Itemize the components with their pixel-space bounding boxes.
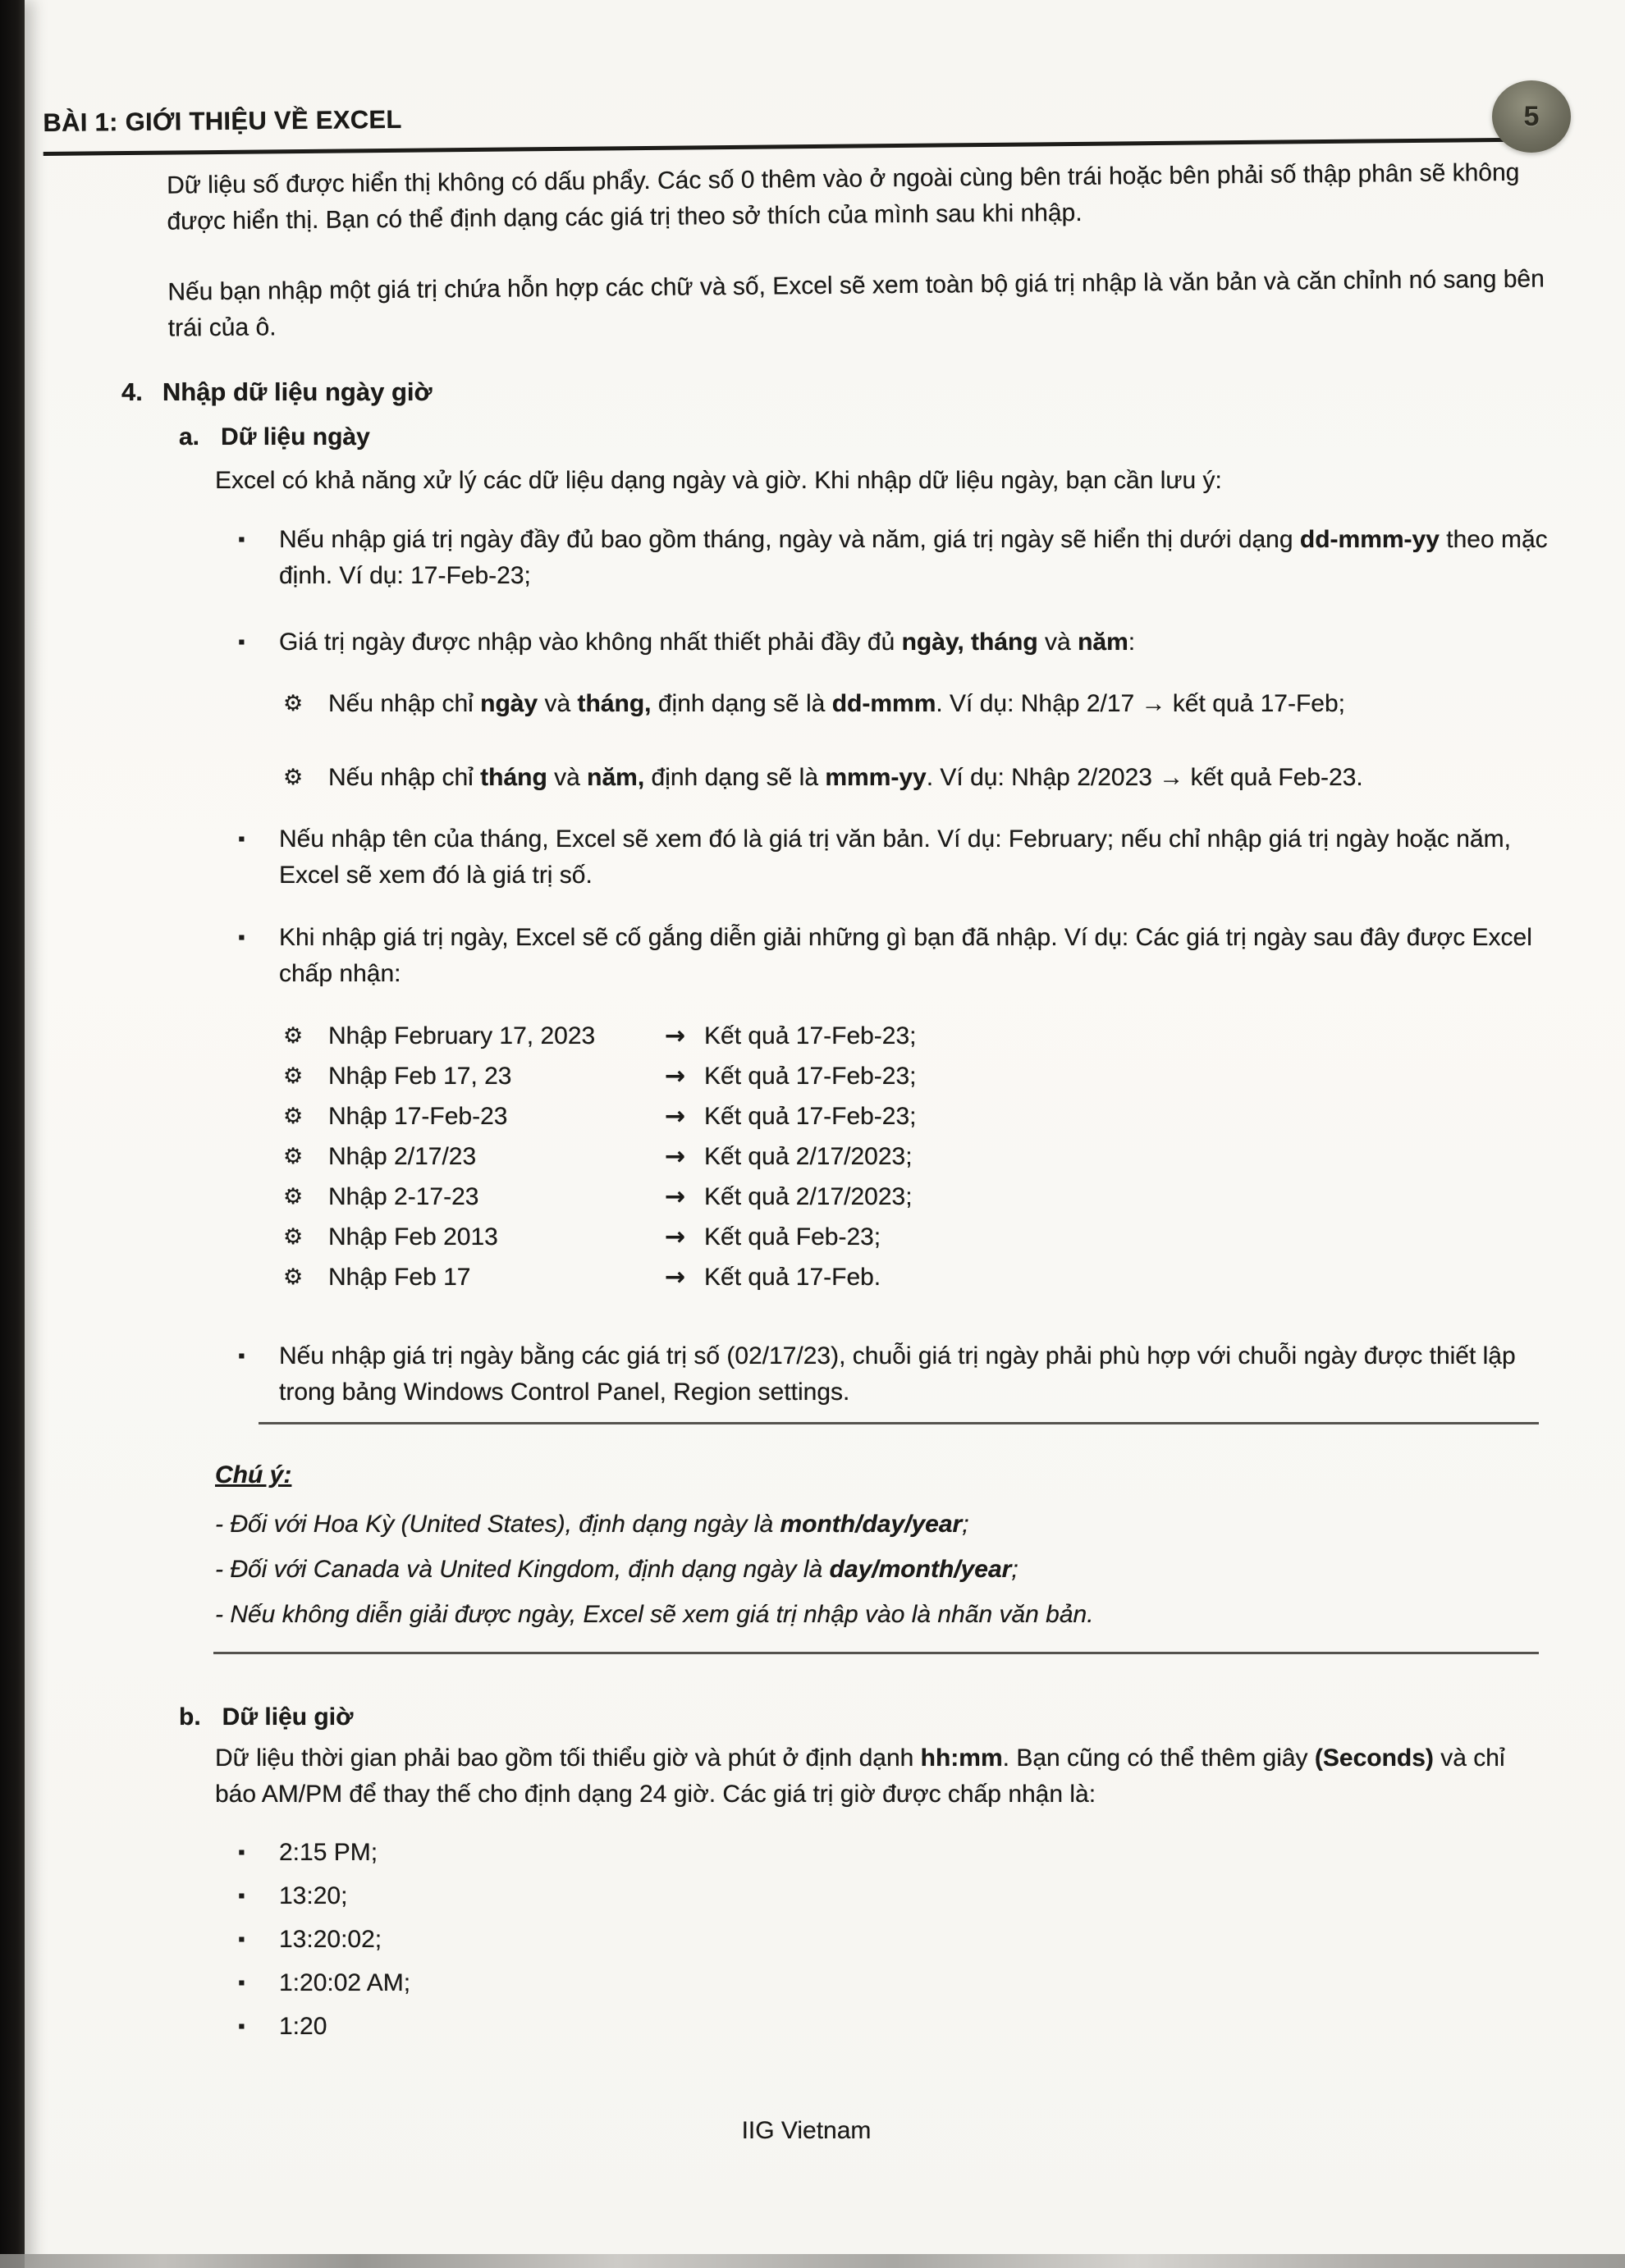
date-input: Nhập 2-17-23 xyxy=(328,1183,479,1210)
gear-bullet-icon: ⚙ xyxy=(283,1144,304,1169)
sub-bullet-item xyxy=(283,686,1551,722)
square-bullet-icon: ▪ xyxy=(238,528,245,551)
time-value: 13:20:02; xyxy=(279,1926,382,1953)
date-input: Nhập 2/17/23 xyxy=(328,1143,477,1170)
bullet-item xyxy=(238,1338,1551,1411)
bullet-item xyxy=(238,522,1551,594)
date-examples-list xyxy=(45,1018,1568,1296)
square-bullet-icon: ▪ xyxy=(238,926,245,949)
page-number-badge xyxy=(1492,80,1571,153)
time-value: 1:20:02 AM; xyxy=(279,1969,411,1996)
date-input: Nhập Feb 17 xyxy=(328,1264,471,1291)
subsection-a-heading xyxy=(179,419,1568,455)
subsection-title: Dữ liệu giờ xyxy=(222,1703,354,1731)
list-item xyxy=(283,1018,1551,1054)
gear-bullet-icon: ⚙ xyxy=(283,691,304,716)
arrow-icon: → xyxy=(665,1223,686,1251)
list-item xyxy=(283,1219,1551,1255)
arrow-icon: → xyxy=(665,1263,686,1292)
arrow-icon: → xyxy=(665,1182,686,1211)
date-result: Kết quả 2/17/2023; xyxy=(704,1183,913,1210)
time-values-list xyxy=(45,1835,1568,2045)
time-value: 2:15 PM; xyxy=(279,1839,378,1866)
subsection-title: Dữ liệu ngày xyxy=(221,423,370,450)
list-item xyxy=(283,1179,1551,1215)
square-bullet-icon: ▪ xyxy=(238,1345,245,1367)
square-bullet-icon: ▪ xyxy=(238,828,245,850)
section-number: 4. xyxy=(121,377,143,406)
intro-paragraph-1: Dữ liệu số được hiển thị không có dấu phẩy. Các số 0 thêm vào ở ngoài cùng bên trái hoặc bên phải số thập phân sẽ không được hiển thị. Bạn có thể định dạng các giá trị theo sở thích của mình sau khi nhập. xyxy=(166,158,1520,235)
list-item xyxy=(238,1835,1568,1871)
arrow-icon: → xyxy=(665,1062,686,1091)
list-item xyxy=(283,1099,1551,1135)
bullet-text: Nếu nhập tên của tháng, Excel sẽ xem đó là giá trị văn bản. Ví dụ: February; nếu chỉ nhập giá trị ngày hoặc năm, Excel sẽ xem đó là giá trị số. xyxy=(279,825,1511,889)
sub-bullet-item xyxy=(283,760,1551,796)
section-title: Nhập dữ liệu ngày giờ xyxy=(162,377,433,406)
square-bullet-icon: ▪ xyxy=(238,1972,245,1994)
divider-rule xyxy=(213,1652,1539,1654)
list-item xyxy=(238,1922,1568,1958)
square-bullet-icon: ▪ xyxy=(238,1841,245,1863)
arrow-icon: → xyxy=(665,1102,686,1131)
subsection-b-heading xyxy=(179,1699,1568,1735)
scan-bottom-edge xyxy=(0,2254,1625,2268)
bullet-item xyxy=(238,821,1551,894)
page-footer: IIG Vietnam xyxy=(741,2117,872,2144)
list-item xyxy=(283,1139,1551,1175)
arrow-icon: → xyxy=(665,1142,686,1171)
list-item xyxy=(283,1059,1551,1095)
date-result: Kết quả 17-Feb-23; xyxy=(704,1063,917,1090)
page-header-block xyxy=(43,90,1568,348)
note-line: - Đối với Canada và United Kingdom, định dạng ngày là day/month/year; xyxy=(215,1556,1018,1583)
list-item xyxy=(238,2009,1568,2045)
subsection-label: b. xyxy=(179,1703,201,1731)
gear-bullet-icon: ⚙ xyxy=(283,1184,304,1209)
gear-bullet-icon: ⚙ xyxy=(283,1063,304,1089)
date-input: Nhập Feb 17, 23 xyxy=(328,1063,512,1090)
time-value: 1:20 xyxy=(279,2013,327,2040)
gear-bullet-icon: ⚙ xyxy=(283,1023,304,1049)
list-item xyxy=(283,1260,1551,1296)
bullet-text: Nếu nhập giá trị ngày đầy đủ bao gồm tháng, ngày và năm, giá trị ngày sẽ hiển thị dưới dạng dd-mmm-yy theo mặc định. Ví dụ: 17-Feb-23; xyxy=(279,526,1548,589)
subsection-b-lead: Dữ liệu thời gian phải bao gồm tối thiểu giờ và phút ở định dạnh hh:mm. Bạn cũng có thể thêm giây (Seconds) và chỉ báo AM/PM để thay thế cho định dạng 24 giờ. Các giá trị giờ được chấp nhận là: xyxy=(215,1744,1505,1808)
bullet-item xyxy=(238,920,1551,992)
subsection-label: a. xyxy=(179,423,200,450)
gear-bullet-icon: ⚙ xyxy=(283,765,304,790)
date-result: Kết quả Feb-23; xyxy=(704,1223,881,1251)
gear-bullet-icon: ⚙ xyxy=(283,1104,304,1129)
chapter-title: BÀI 1: GIỚI THIỆU VỀ EXCEL xyxy=(43,104,402,138)
date-result: Kết quả 17-Feb. xyxy=(704,1264,881,1291)
list-item xyxy=(238,1965,1568,2001)
date-result: Kết quả 17-Feb-23; xyxy=(704,1022,917,1049)
note-line: - Đối với Hoa Kỳ (United States), định dạng ngày là month/day/year; xyxy=(215,1511,969,1538)
note-line: - Nếu không diễn giải được ngày, Excel sẽ xem giá trị nhập vào là nhãn văn bản. xyxy=(215,1601,1094,1628)
date-input: Nhập February 17, 2023 xyxy=(328,1022,596,1049)
time-value: 13:20; xyxy=(279,1882,348,1909)
divider-rule xyxy=(259,1422,1539,1424)
header-rule xyxy=(43,137,1541,156)
sub-bullet-text: Nếu nhập chỉ tháng và năm, định dạng sẽ là mmm-yy. Ví dụ: Nhập 2/2023 → kết quả Feb-23. xyxy=(328,764,1363,791)
bullet-text: Khi nhập giá trị ngày, Excel sẽ cố gắng diễn giải những gì bạn đã nhập. Ví dụ: Các giá trị ngày sau đây được Excel chấp nhận: xyxy=(279,924,1532,987)
square-bullet-icon: ▪ xyxy=(238,1885,245,1907)
book-binding-edge xyxy=(0,0,25,2268)
gear-bullet-icon: ⚙ xyxy=(283,1224,304,1250)
date-input: Nhập 17-Feb-23 xyxy=(328,1103,508,1130)
list-item xyxy=(238,1878,1568,1914)
date-result: Kết quả 2/17/2023; xyxy=(704,1143,913,1170)
date-result: Kết quả 17-Feb-23; xyxy=(704,1103,917,1130)
square-bullet-icon: ▪ xyxy=(238,631,245,653)
sub-bullet-text: Nếu nhập chỉ ngày và tháng, định dạng sẽ là dd-mmm. Ví dụ: Nhập 2/17 → kết quả 17-Feb; xyxy=(328,690,1346,717)
square-bullet-icon: ▪ xyxy=(238,1928,245,1950)
bullet-text: Nếu nhập giá trị ngày bằng các giá trị số (02/17/23), chuỗi giá trị ngày phải phù hợp với chuỗi ngày được thiết lập trong bảng Windows Control Panel, Region settings. xyxy=(279,1342,1516,1406)
subsection-a-lead: Excel có khả năng xử lý các dữ liệu dạng ngày và giờ. Khi nhập dữ liệu ngày, bạn cần lưu ý: xyxy=(215,467,1222,494)
bullet-item xyxy=(238,624,1551,661)
date-input: Nhập Feb 2013 xyxy=(328,1223,498,1251)
gear-bullet-icon: ⚙ xyxy=(283,1264,304,1290)
bullet-text: Giá trị ngày được nhập vào không nhất thiết phải đầy đủ ngày, tháng và năm: xyxy=(279,629,1136,656)
section-4-heading xyxy=(121,374,1568,410)
note-title: Chú ý: xyxy=(215,1461,292,1488)
intro-paragraph-2: Nếu bạn nhập một giá trị chứa hỗn hợp các chữ và số, Excel sẽ xem toàn bộ giá trị nhập là văn bản và căn chỉnh nó sang bên trái của ô. xyxy=(167,265,1545,342)
arrow-icon: → xyxy=(665,1022,686,1050)
square-bullet-icon: ▪ xyxy=(238,2015,245,2037)
page-number: 5 xyxy=(1523,100,1540,132)
